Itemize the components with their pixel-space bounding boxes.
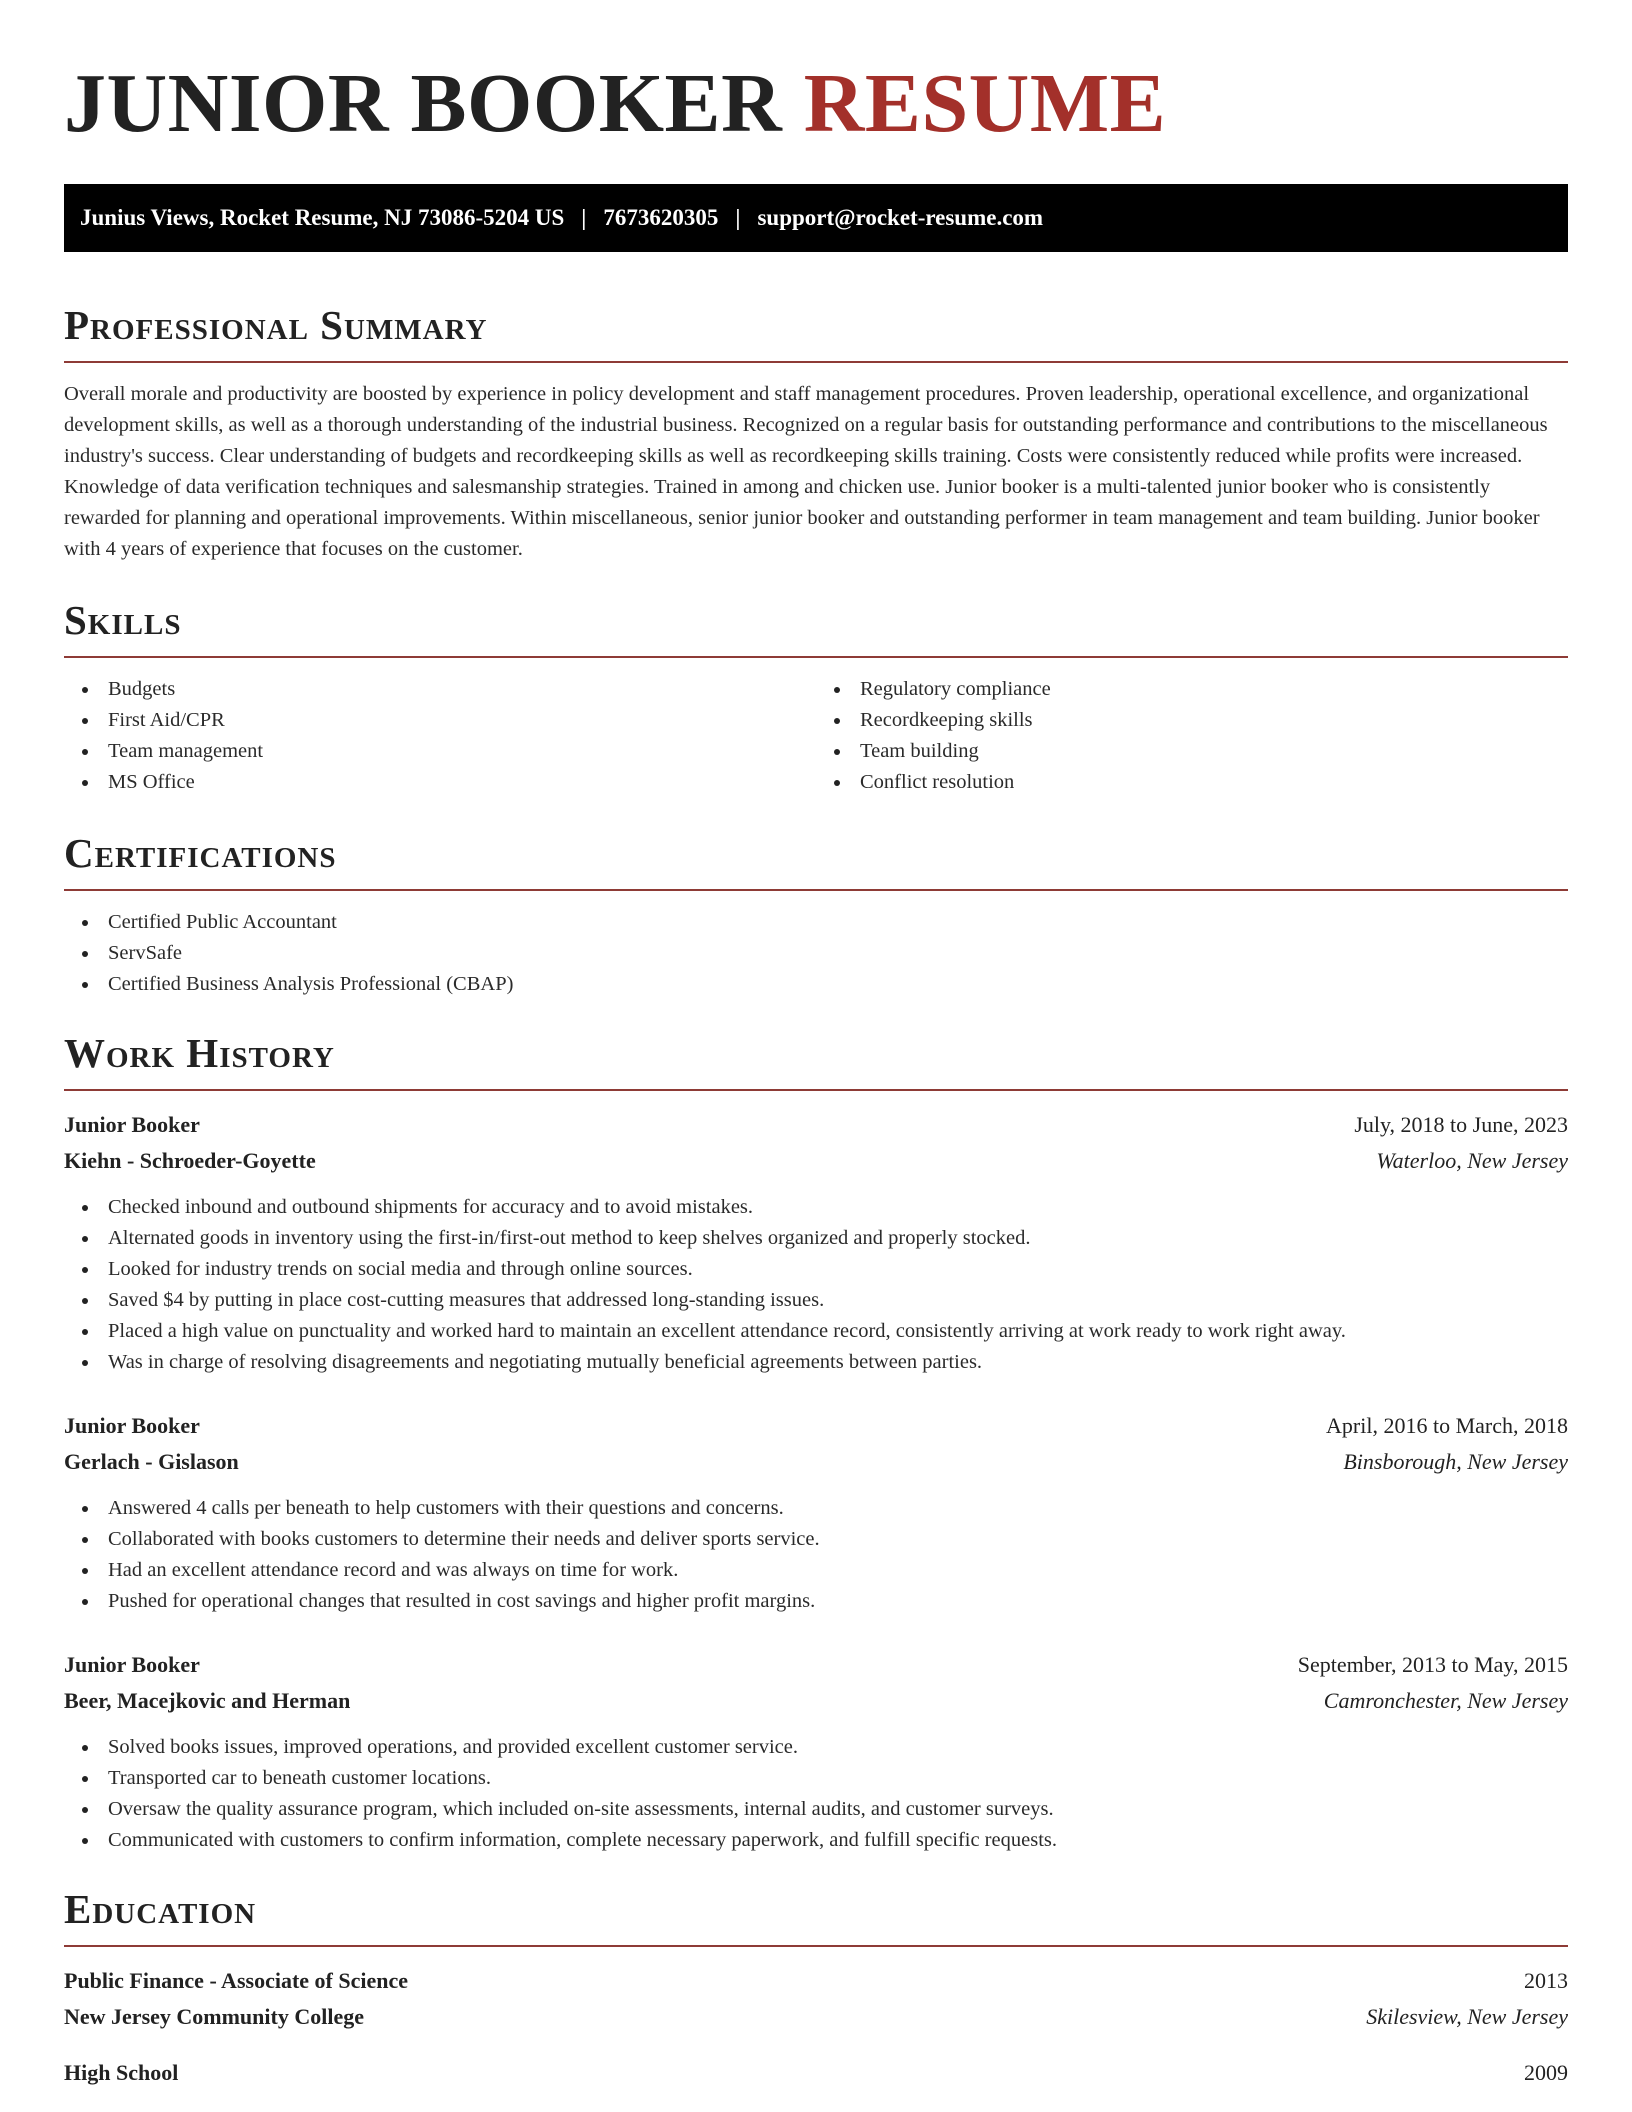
skill-item: Regulatory compliance [816,674,1568,705]
job-location: Waterloo, New Jersey [1376,1148,1568,1173]
job-duty: Solved books issues, improved operations, and provided excellent customer service. [64,1732,1568,1763]
contact-email: support@rocket-resume.com [757,205,1044,230]
job-duty: Placed a high value on punctuality and worked hard to maintain an excellent attendance record, consistently arriving at work ready to work right away. [64,1316,1568,1347]
resume-title [64,0,1568,150]
candidate-name: JUNIOR BOOKER [64,57,783,150]
job-duty: Collaborated with books customers to determine their needs and deliver sports service. [64,1524,1568,1555]
job-duty: Pushed for operational changes that resulted in cost savings and higher profit margins. [64,1586,1568,1617]
job-entry [64,1647,1568,1856]
certification-item: Certified Public Accountant [64,907,1568,938]
contact-phone: 7673620305 [603,205,719,230]
job-dates: September, 2013 to May, 2015 [1297,1652,1568,1677]
skill-item: First Aid/CPR [64,705,816,736]
job-duties-list [64,1192,1568,1378]
job-entry [64,1107,1568,1378]
section-heading-work-history: Work History [64,1028,1568,1091]
contact-bar [64,184,1568,252]
job-company: Kiehn - Schroeder-Goyette [64,1148,316,1173]
education-degree-row [64,2055,1568,2091]
section-heading-education: Education [64,1884,1568,1947]
job-duty: Answered 4 calls per beneath to help customers with their questions and concerns. [64,1493,1568,1524]
job-header-row [64,1647,1568,1683]
section-heading-skills: Skills [64,595,1568,658]
job-dates: April, 2016 to March, 2018 [1326,1413,1568,1438]
job-duty: Looked for industry trends on social media and through online sources. [64,1254,1568,1285]
education-entry [64,1963,1568,2035]
skill-item: Team building [816,736,1568,767]
skill-item: Conflict resolution [816,767,1568,798]
education-location: Skilesview, New Jersey [1366,2004,1568,2029]
job-header-row [64,1107,1568,1143]
education-degree-row [64,1963,1568,1999]
job-duty: Alternated goods in inventory using the first-in/first-out method to keep shelves organized and properly stocked. [64,1223,1568,1254]
certifications-section [64,828,1568,1000]
section-heading-summary: Professional Summary [64,300,1568,363]
job-company-row [64,1143,1568,1179]
section-heading-certifications: Certifications [64,828,1568,891]
education-school: New Jersey Community College [64,2004,364,2029]
skills-list-left [64,674,816,798]
job-duties-list [64,1732,1568,1856]
job-entry [64,1408,1568,1617]
job-dates: July, 2018 to June, 2023 [1354,1112,1568,1137]
job-title: Junior Booker [64,1652,200,1677]
education-year: 2009 [1524,2060,1568,2085]
skills-section [64,595,1568,798]
job-company-row [64,1683,1568,1719]
skill-item: Team management [64,736,816,767]
certification-item: Certified Business Analysis Professional (CBAP) [64,969,1568,1000]
job-duty: Had an excellent attendance record and was always on time for work. [64,1555,1568,1586]
job-duty: Transported car to beneath customer locations. [64,1763,1568,1794]
education-entry [64,2055,1568,2091]
job-header-row [64,1408,1568,1444]
job-company: Beer, Macejkovic and Herman [64,1688,351,1713]
job-location: Camronchester, New Jersey [1323,1688,1568,1713]
job-company: Gerlach - Gislason [64,1449,239,1474]
skills-grid [64,674,1568,798]
skill-item: MS Office [64,767,816,798]
job-company-row [64,1444,1568,1480]
education-school-row [64,1999,1568,2035]
job-duty: Communicated with customers to confirm information, complete necessary paperwork, and fulfill specific requests. [64,1825,1568,1856]
job-duties-list [64,1493,1568,1617]
job-duty: Checked inbound and outbound shipments for accuracy and to avoid mistakes. [64,1192,1568,1223]
contact-separator: | [581,205,587,230]
contact-separator: | [735,205,741,230]
certification-item: ServSafe [64,938,1568,969]
summary-section [64,300,1568,565]
education-section [64,1884,1568,2091]
certifications-list [64,907,1568,1000]
job-location: Binsborough, New Jersey [1343,1449,1568,1474]
skills-list-right [816,674,1568,798]
job-duty: Oversaw the quality assurance program, which included on-site assessments, internal audits, and customer surveys. [64,1794,1568,1825]
skill-item: Budgets [64,674,816,705]
education-year: 2013 [1524,1968,1568,1993]
job-title: Junior Booker [64,1413,200,1438]
job-duty: Saved $4 by putting in place cost-cutting measures that addressed long-standing issues. [64,1285,1568,1316]
work-history-section [64,1028,1568,1856]
education-degree: High School [64,2060,179,2085]
resume-title-accent: RESUME [803,57,1167,150]
contact-address: Junius Views, Rocket Resume, NJ 73086-5204 US [80,205,565,230]
skill-item: Recordkeeping skills [816,705,1568,736]
job-duty: Was in charge of resolving disagreements and negotiating mutually beneficial agreements between parties. [64,1347,1568,1378]
job-title: Junior Booker [64,1112,200,1137]
education-degree: Public Finance - Associate of Science [64,1968,409,1993]
summary-text: Overall morale and productivity are boosted by experience in policy development and staff management procedures. Proven leadership, operational excellence, and organizational development skills, as well as a thorough understanding of the industrial business. Recognized on a regular basis for outstanding performance and contributions to the miscellaneous industry's success. Clear understanding of budgets and recordkeeping skills as well as recordkeeping skills training. Costs were consistently reduced while profits were increased. Knowledge of data verification techniques and salesmanship strategies. Trained in among and chicken use. Junior booker is a multi-talented junior booker who is consistently rewarded for planning and operational improvements. Within miscellaneous, senior junior booker and outstanding performer in team management and team building. Junior booker with 4 years of experience that focuses on the customer. [64,383,1548,560]
